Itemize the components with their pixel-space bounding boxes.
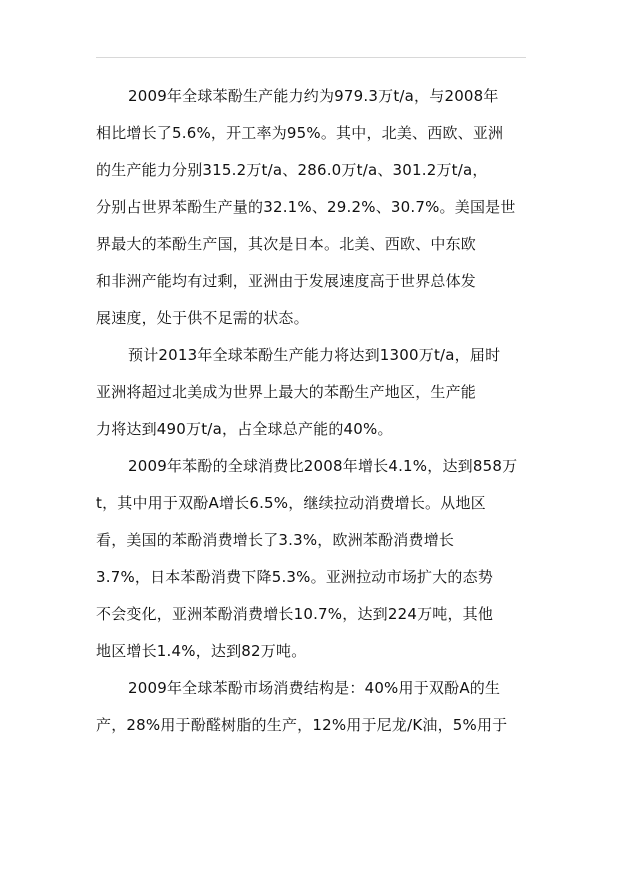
paragraph-1-line-3: 的生产能力分别315.2万t/a、286.0万t/a、301.2万t/a， — [96, 161, 488, 179]
paragraph-4-line-2: 产，28%用于酚醛树脂的生产，12%用于尼龙/K油，5%用于 — [96, 716, 508, 734]
paragraph-1-line-5: 界最大的苯酚生产国，其次是日本。北美、西欧、中东欧 — [96, 235, 477, 253]
paragraph-1-line-2: 相比增长了5.6%，开工率为95%。其中，北美、西欧、亚洲 — [96, 124, 504, 142]
paragraph-3-line-3: 看，美国的苯酚消费增长了3.3%，欧洲苯酚消费增长 — [96, 531, 455, 549]
paragraph-3-line-5: 不会变化，亚洲苯酚消费增长10.7%，达到224万吨，其他 — [96, 605, 494, 623]
paragraph-1-line-1: 2009年全球苯酚生产能力约为979.3万t/a，与2008年 — [128, 87, 499, 105]
paragraph-3-line-1: 2009年苯酚的全球消费比2008年增长4.1%，达到858万 — [128, 457, 518, 475]
paragraph-3-line-4: 3.7%，日本苯酚消费下降5.3%。亚洲拉动市场扩大的态势 — [96, 568, 494, 586]
paragraph-1-line-4: 分别占世界苯酚生产量的32.1%、29.2%、30.7%。美国是世 — [96, 198, 516, 216]
paragraph-1-line-6: 和非洲产能均有过剩，亚洲由于发展速度高于世界总体发 — [96, 272, 477, 290]
paragraph-2-line-1: 预计2013年全球苯酚生产能力将达到1300万t/a，届时 — [128, 346, 501, 364]
paragraph-2-line-2: 亚洲将超过北美成为世界上最大的苯酚生产地区，生产能 — [96, 383, 477, 401]
paragraph-4-line-1: 2009年全球苯酚市场消费结构是：40%用于双酚A的生 — [128, 679, 501, 697]
header-rule — [96, 57, 526, 58]
paragraph-1-line-7: 展速度，处于供不足需的状态。 — [96, 309, 309, 327]
paragraph-2-line-3: 力将达到490万t/a，占全球总产能的40%。 — [96, 420, 393, 438]
paragraph-3-line-2: t，其中用于双酚A增长6.5%，继续拉动消费增长。从地区 — [96, 494, 486, 512]
paragraph-3-line-6: 地区增长1.4%，达到82万吨。 — [96, 642, 307, 660]
